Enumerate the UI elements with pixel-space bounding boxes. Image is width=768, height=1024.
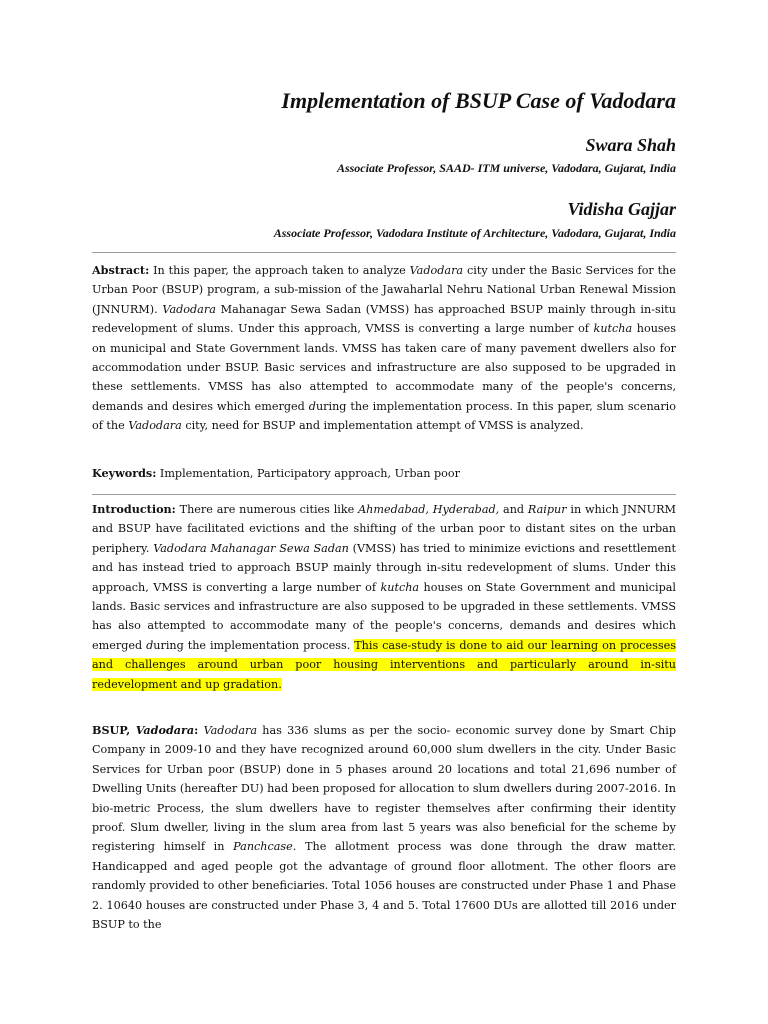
introduction-paragraph [92, 500, 676, 694]
abstract-italic: Vadodara [128, 419, 182, 433]
keywords-text: Implementation, Participatory approach, Urban poor [156, 467, 460, 480]
introduction-italic: Ahmedabad, Hyderabad, [358, 503, 500, 516]
abstract-text: In this paper, the approach taken to analyze [149, 264, 410, 277]
bsup-text: has 336 slums as per the socio- economic survey done by Smart Chip Company in 2009-10 and they have recognized around 60,000 slum dwellers in the city. Under Basic Services for Urban poor (BSUP) done in 5 phases around 20 locations and total 21,696 number of Dwelling Units (hereafter DU) had been proposed for allocation to slum dwellers during 2007-2016. In bio-metric Process, the slum dwellers have to register themselves after confirming their identity proof. Slum dweller, living in the slum area from last 5 years was also beneficial for the scheme by registering himself in [92, 724, 676, 854]
introduction-italic: Raipur [527, 503, 567, 516]
abstract-italic: Vadodara [409, 264, 464, 277]
introduction-italic: kutcha [380, 580, 420, 594]
introduction-text: and [499, 503, 528, 516]
abstract-italic: Vadodara [162, 302, 216, 316]
abstract-label: Abstract: [92, 263, 150, 277]
author-name-1: Swara Shah [585, 135, 676, 155]
abstract-paragraph [92, 261, 676, 436]
bsup-label-italic: Vadodara [135, 723, 195, 737]
bsup-label [92, 723, 198, 737]
abstract-text: city, need for BSUP and implementation attempt of VMSS is analyzed. [181, 419, 584, 433]
introduction-text: houses on State Government and municipal lands. Basic services and infrastructure are also supposed to be upgraded in these settlements. VMSS has also attempted to accommodate many of the people's concerns, demands and desires which emerged [92, 580, 676, 652]
divider-top [92, 252, 676, 253]
bsup-label-colon: : [194, 723, 199, 737]
abstract-text: city under the Basic Services for the Urban Poor (BSUP) program, a sub-mission of the Jawaharlal Nehru National Urban Renewal Mission (JNNURM). [92, 264, 676, 316]
bsup-paragraph [92, 721, 676, 934]
author-name-2: Vidisha Gajjar [567, 199, 676, 219]
introduction-italic: Vadodara Mahanagar Sewa Sadan [153, 541, 349, 555]
bsup-italic: Panchcase [233, 840, 293, 854]
introduction-text: uring the implementation process. [153, 638, 355, 652]
abstract-italic: d [308, 399, 316, 413]
keywords-label: Keywords: [92, 466, 157, 480]
author-affiliation-1: Associate Professor, SAAD- ITM universe, Vadodara, Gujarat, India [336, 161, 676, 175]
keywords-line [92, 464, 676, 483]
abstract-text: houses on municipal and State Government lands. VMSS has taken care of many pavement dwellers also for accommodation under BSUP. Basic services and infrastructure are also supposed to be upgraded in these settlements. VMSS has also attempted to accommodate many of the people's concerns, demands and desires which emerged [92, 322, 677, 413]
author-affiliation-2: Associate Professor, Vadodara Institute of Architecture, Vadodara, Gujarat, India [273, 226, 676, 240]
bsup-label-text: BSUP, [92, 723, 136, 737]
divider-bottom [92, 494, 676, 495]
introduction-italic: d [146, 638, 154, 652]
abstract-text: uring the implementation process. In this paper, slum scenario of the [92, 399, 676, 433]
introduction-text: There are numerous cities like [175, 503, 359, 516]
introduction-label: Introduction: [92, 502, 176, 516]
bsup-italic: Vadodara [198, 724, 258, 737]
abstract-italic: kutcha [593, 322, 633, 336]
paper-title: Implementation of BSUP Case of Vadodara [281, 88, 676, 113]
highlighted-sentence: This case-study is done to aid our learning on processes and challenges around urban poor housing interventions and particularly around in-situ redevelopment and up gradation. [92, 638, 676, 691]
introduction-text: (VMSS) has tried to minimize evictions and resettlement and has instead tried to approach BSUP mainly through in-situ redevelopment of slums. Under this approach, VMSS is converting a large number of [92, 541, 676, 594]
bsup-text: . The allotment process was done through the draw matter. Handicapped and aged people got the advantage of ground floor allotment. The other floors are randomly provided to other beneficiaries. Total 1056 houses are constructed under Phase 1 and Phase 2. 10640 houses are constructed under Phase 3, 4 and 5. Total 17600 DUs are allotted till 2016 under BSUP to the [92, 840, 676, 932]
abstract-text: Mahanagar Sewa Sadan (VMSS) has approached BSUP mainly through in-situ redevelopment of slums. Under this approach, VMSS is converting a large number of [92, 302, 676, 336]
introduction-text: in which JNNURM and BSUP have facilitated evictions and the shifting of the urban poor to distant sites on the urban periphery. [92, 503, 676, 555]
